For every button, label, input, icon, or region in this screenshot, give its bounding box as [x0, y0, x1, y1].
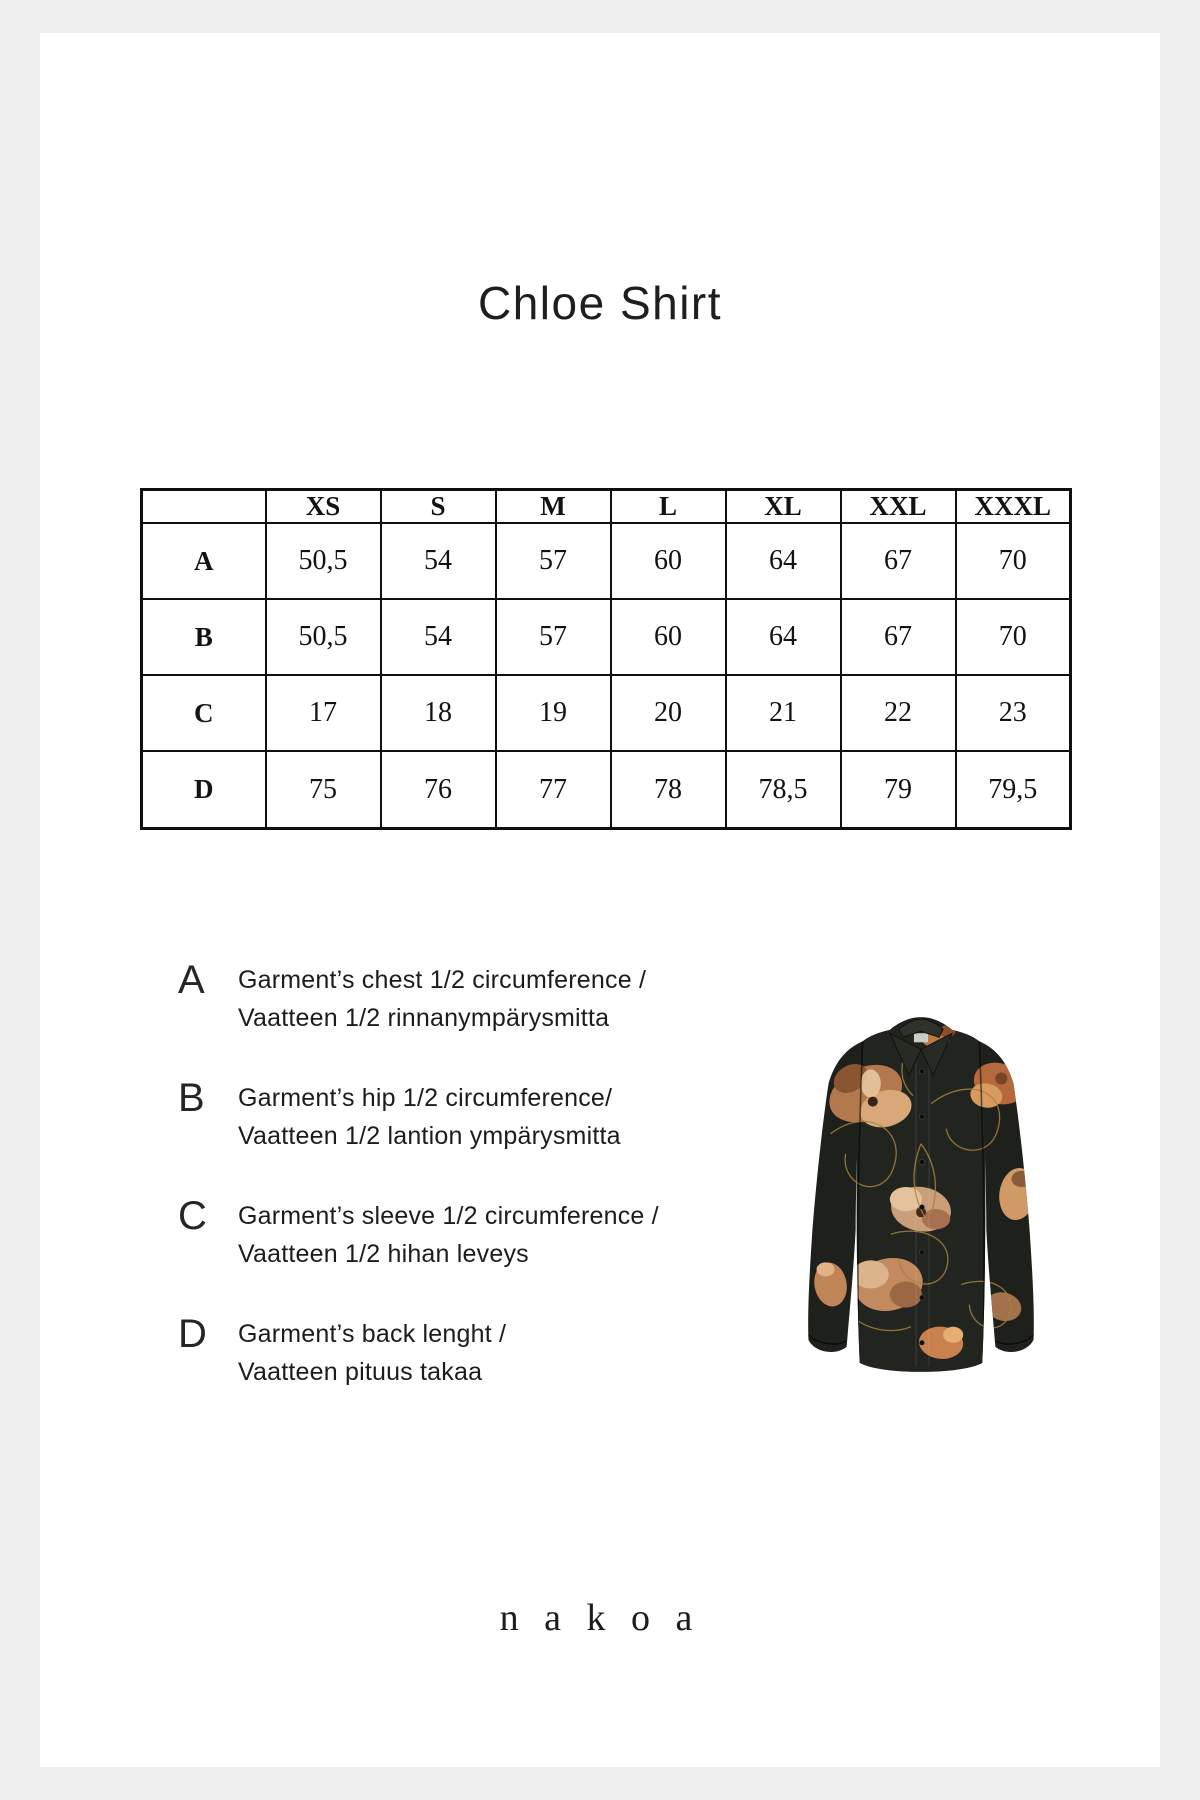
inner-brand-label — [914, 1033, 928, 1042]
size-cell: 60 — [611, 599, 726, 675]
table-row-b — [142, 599, 1071, 675]
size-cell: 79 — [841, 751, 956, 828]
size-header-xl: XL — [726, 490, 841, 524]
table-row-a — [142, 523, 1071, 599]
size-cell: 60 — [611, 523, 726, 599]
size-header-xs: XS — [266, 490, 381, 524]
size-cell: 70 — [956, 599, 1071, 675]
legend-item-b — [178, 1076, 621, 1155]
size-table-header-row — [142, 490, 1071, 524]
table-row-c — [142, 675, 1071, 751]
size-cell: 54 — [381, 599, 496, 675]
size-header-xxxl: XXXL — [956, 490, 1071, 524]
page-title: Chloe Shirt — [477, 277, 723, 329]
legend-key-b: B — [178, 1076, 205, 1120]
row-label: B — [142, 599, 266, 675]
size-cell: 76 — [381, 751, 496, 828]
size-cell: 64 — [726, 599, 841, 675]
legend-line-fi: Vaatteen 1/2 lantion ympärysmitta — [238, 1122, 621, 1150]
size-table-container — [140, 488, 1072, 830]
size-cell: 67 — [841, 599, 956, 675]
size-header-empty — [142, 490, 266, 524]
legend-key-a: A — [178, 958, 205, 1002]
size-cell: 70 — [956, 523, 1071, 599]
size-cell: 57 — [496, 599, 611, 675]
legend-line-en: Garment’s sleeve 1/2 circumference / — [238, 1202, 659, 1230]
size-cell: 23 — [956, 675, 1071, 751]
size-header-m: M — [496, 490, 611, 524]
legend-line-fi: Vaatteen 1/2 hihan leveys — [238, 1240, 529, 1268]
size-cell: 79,5 — [956, 751, 1071, 828]
product-photo-chloe-shirt — [770, 983, 1072, 1385]
size-header-xxl: XXL — [841, 490, 956, 524]
legend-item-d — [178, 1312, 506, 1391]
table-row-d — [142, 751, 1071, 828]
legend-text-d — [238, 1312, 506, 1391]
document-page — [40, 33, 1160, 1767]
size-cell: 78 — [611, 751, 726, 828]
legend-text-a — [238, 958, 646, 1037]
row-label: A — [142, 523, 266, 599]
size-cell: 50,5 — [266, 599, 381, 675]
size-cell: 50,5 — [266, 523, 381, 599]
size-cell: 67 — [841, 523, 956, 599]
legend-item-c — [178, 1194, 659, 1273]
legend-text-c — [238, 1194, 659, 1273]
legend-item-a — [178, 958, 646, 1037]
size-cell: 22 — [841, 675, 956, 751]
legend-key-d: D — [178, 1312, 207, 1356]
row-label: C — [142, 675, 266, 751]
size-cell: 19 — [496, 675, 611, 751]
size-cell: 18 — [381, 675, 496, 751]
size-cell: 78,5 — [726, 751, 841, 828]
size-cell: 54 — [381, 523, 496, 599]
legend-line-fi: Vaatteen 1/2 rinnanympärysmitta — [238, 1004, 610, 1032]
size-cell: 20 — [611, 675, 726, 751]
legend-line-en: Garment’s hip 1/2 circumference/ — [238, 1084, 613, 1112]
size-cell: 75 — [266, 751, 381, 828]
brand-logo: n a k o a — [499, 1597, 701, 1639]
size-cell: 17 — [266, 675, 381, 751]
size-cell: 77 — [496, 751, 611, 828]
size-table — [140, 488, 1072, 830]
legend-key-c: C — [178, 1194, 207, 1238]
size-cell: 21 — [726, 675, 841, 751]
size-cell: 64 — [726, 523, 841, 599]
legend-line-en: Garment’s back lenght / — [238, 1320, 507, 1348]
size-cell: 57 — [496, 523, 611, 599]
legend-line-en: Garment’s chest 1/2 circumference / — [238, 966, 647, 994]
legend-line-fi: Vaatteen pituus takaa — [238, 1358, 483, 1386]
legend-text-b — [238, 1076, 621, 1155]
row-label: D — [142, 751, 266, 828]
size-header-l: L — [611, 490, 726, 524]
size-header-s: S — [381, 490, 496, 524]
